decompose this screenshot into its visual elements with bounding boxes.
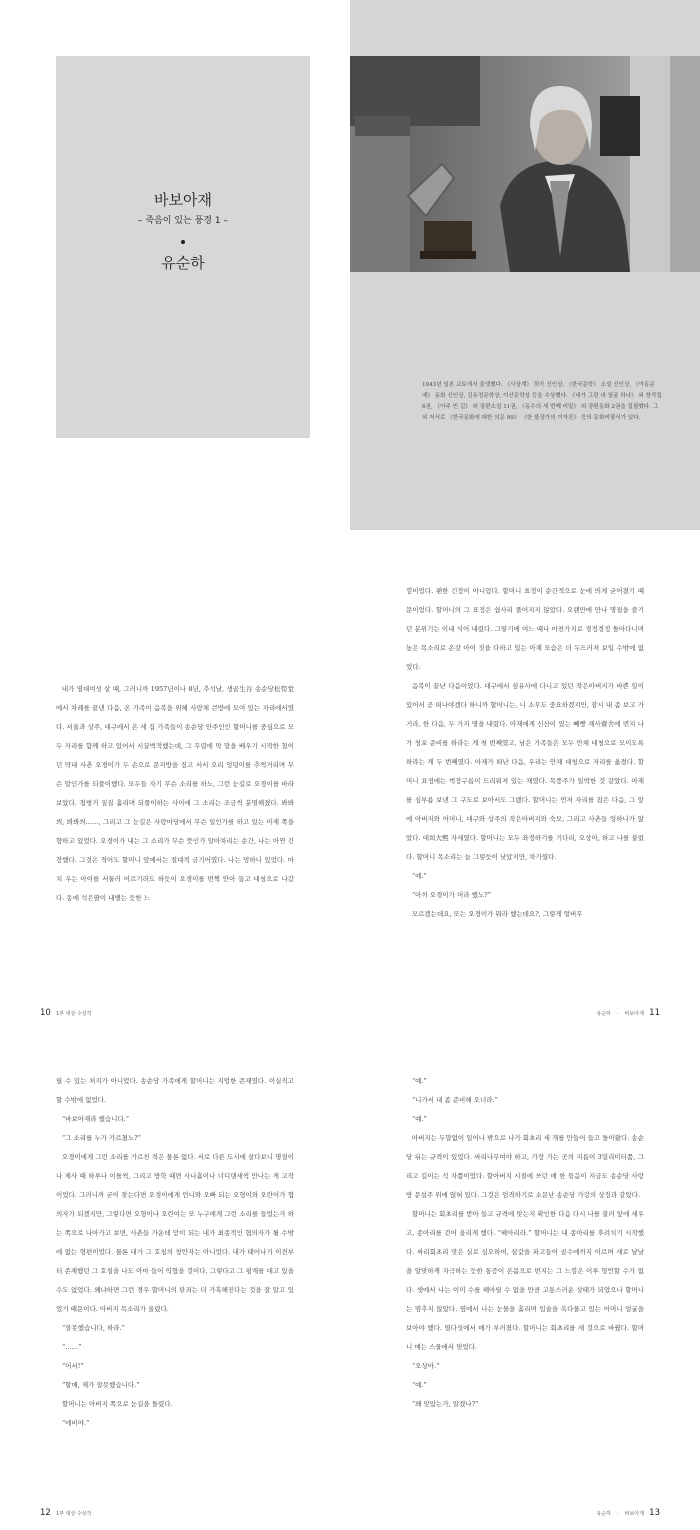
dialog-line: “그 소리를 누가 가르쳤노?” — [61, 1134, 141, 1142]
story-title: 바보아재 — [154, 191, 212, 209]
paragraph: 할머니는 회초리를 받아 들고 규격에 맞는지 확인한 다음 다시 나를 불러 앞에 세우고, 종아리를 걷어 올리게 했다. “헤아리라.” 할머니는 내 종아리를 후려치기 시작했다. 싸리회초리 맛은 실로 심오하여, 살갗을 파고들어 골수에까지 이르며 새로 날날을 알맞하게 자극하는 듯한 통증이 온몸으로 번지는 그 느낌은 이루 형언할 수가 없다. 셋에서 나는 이미 수를 헤아릴 수 없을 만큼 고통스러운 상태가 되었으나 할머니는 멈추지 않았다. 옆에서 나는 눈물을 흘리며 입술을 옥다물고 있는 어머니 얼굴을 보아야 했다. 열다섯에서 매가 부러졌다. 할머니는 회초리를 새 것으로 바꿨다. 할머니 매는 스물에서 멎었다. — [406, 1210, 644, 1351]
dialog-line: “예.” — [411, 1115, 427, 1123]
page-number: 12 — [40, 1508, 51, 1518]
page-11-footer: 유순하 · 바보아재 11 — [596, 1008, 660, 1018]
page-number: 11 — [649, 1008, 660, 1018]
paragraph: 내가 열대여섯 살 때, 그러니까 1957년이나 8년, 추석날, 생골生谷 송순당松筍堂에서 차례를 끝낸 다음, 온 가족이 음복을 위해 사랑채 큰방에 모여 있는 자리에서였다. 서울과 상주, 대구에서 온 세 집 가족들이 송순당 안주인인 할머니를 중심으로 모두 자리를 함께 하고 있어서 시끌벅적했는데, 그 무렵에 막 말을 배우기 시작한 첨이던 막내 사촌 오경이가 두 손으로 문지방을 짚고 서서 오리 엉덩이를 추썩거리며 무슨 말인가를 되풀이했다. 모두들 자기 무슨 소리를 하노, 그런 눈길로 오경이를 바라보았다. 첨벙거 질질 흘리며 되풀이하는 사이에 그 소리는 조금씩 분명해졌다. 봐봐씌, 봐봐씌……, 그리고 그 눈길은 사랑마당에서 무슨 일인가를 하고 있는 아재 쪽을 향하고 있었다. 오경이가 내는 그 소리가 무슨 뜻인가 알아차리는 순간, 나는 아연 긴장했다. 그것은 적어도 할머니 앞에서는 절대적 금기어였다. 나는 멍하니 있었다. 마치 우는 아이를 서둘러 어르기라도 하듯이 오경이를 번쩍 안아 들고 대청으로 나갔다. 동에 석은딸이 내뱉는 듯한 느 — [56, 685, 294, 902]
page-10-text — [56, 680, 294, 908]
page-number: 10 — [40, 1008, 51, 1018]
page-13-footer: 유순하 · 바보아재 13 — [596, 1508, 660, 1518]
title-label: 바보아재 — [624, 1511, 644, 1517]
dialog-line: “오상아.” — [411, 1362, 440, 1370]
story-subtitle: – 죽음이 있는 풍경 1 – — [138, 216, 228, 226]
dialog-line: “어서!” — [61, 1362, 84, 1370]
page-12-footer — [40, 1508, 94, 1518]
author-biography: 1943년 일본 교토에서 출생했다. 《사상계》 희곡 신인상, 《한국문학》 소설 신인상, 《아동문예》 동화 신인상, 김유정문학상, 이산문학상 등을 수상했다. 《내가 그린 내 얼굴 하나》 외 창작집 6권, 《아주 빈 길》 외 장편소설 11권, 《동수의 세 번째 비밀》 외 장편동화 2권을 집필했다. 그 외 저서로 《한국문화에 대한 의문 99》 《한 불상가의 이자론》 등의 문화비평서가 있다. — [422, 382, 662, 421]
paragraph: 할머니는 아버지 쪽으로 눈길을 돌렸다. — [61, 1400, 173, 1408]
author-photo — [350, 56, 700, 272]
dialog-line: “잘못했습니다, 하라.” — [61, 1324, 125, 1332]
paragraph: 오경이에게 그런 소리를 가르친 적은 물론 없다. 서로 다른 도시에 살다보니 명절이나 제사 때 하루나 이틀씩, 그리고 방학 때면 사나흘이나 너디댓새씩 만나는 게 고작이었다. 그러니까 굳이 찾는다면 오경이에게 언니와 오빠 되는 오형이와 오란이가 협의자가 되겠지만, 그렇다면 오형이나 오란이는 또 누구에게 그런 소리를 들었는가 하는 쪽으로 나아가고 보면, 사촌들 가운데 맏이 되는 내가 최종적인 협의자가 될 수밖에 없는 형편이었다. 물론 내가 그 호칭의 창안자는 아니었다. 내가 태어나기 이전부터 존재했던 그 호칭을 나도 아마 들어 익혔을 것이다. 그렇다고 그 핑계를 대고 있을 수도 없었다. 왜냐하면 그런 경우 할머니의 탄죄는 더 가혹해진다는 것을 잘 알고 있었기 때문이다. 아버지 목소리가 울렸다. — [56, 1153, 294, 1313]
paragraph: 아버지는 두말없이 일어나 밖으로 나가 회초리 세 개를 만들어 들고 돌아왔다. 송순당 뒤는 규격이 있었다. 싸리나무여야 하고, 가장 가는 곳의 지름이 3밀리미터쯤, 그리고 길이는 석 자쯤이었다. 할아버지 시절에 쓰던 매 한 묶음이 지금도 송순당 사랑방 문설주 위에 얹혀 있다. 그것은 엄격하기로 소문난 송순당 가강의 상징과 같았다. — [406, 1134, 644, 1199]
dialog-line: “예.” — [411, 1077, 427, 1085]
paragraph: 릴 수 있는 처지가 아니었다. 송순당 가족에게 할머니는 지엄한 존재였다. 이실직고할 수밖에 없었다. — [56, 1077, 294, 1104]
title-label: 바보아재 — [624, 1011, 644, 1017]
page-13-text — [406, 1072, 644, 1414]
dialog-line: “예.” — [411, 872, 427, 880]
page-number: 13 — [649, 1508, 660, 1518]
section-label: 1부 대상 수상작 — [56, 1011, 92, 1017]
author-name: 유순하 — [161, 254, 205, 272]
author-label: 유순하 — [596, 1511, 612, 1517]
title-card — [56, 56, 310, 438]
bullet-divider — [181, 240, 185, 244]
author-label: 유순하 — [596, 1011, 612, 1017]
paragraph: 모르겠는데요, 또는 오경이가 뭐라 했는데요?, 그렇게 얼버무 — [411, 910, 583, 918]
paragraph: 낌이었다. 팬한 긴장이 아니었다. 할머니 표정이 순간적으로 눈에 띄게 굳어졌기 때문이었다. 할머니의 그 표정은 쉽사리 풀어지지 않았다. 오랜만에 만나 명절을 즐기던 분위기는 이내 식어 내렸다. 그렇기에 여느 때나 마찬가지로 경정경정 돌아다니며 높은 목소리로 온갖 아이 짓을 다하고 있는 아재 모습은 더 두드러져 보일 수밖에 없었다. — [406, 587, 644, 671]
title-spread — [0, 0, 700, 530]
page-12 — [0, 1030, 350, 1530]
dialog-line: “아까 오경이가 머라 했노?” — [411, 891, 491, 899]
dialog-line: “바보아재라 했습니다.” — [61, 1115, 130, 1123]
dialog-line: “할매, 제가 잘못했습니다.” — [61, 1381, 140, 1389]
dialog-line: “……” — [61, 1343, 82, 1351]
author-photo-page — [350, 0, 700, 530]
dialog-line: “왜 맞았는가, 알겠나?” — [411, 1400, 479, 1408]
dialog-line: “에비야.” — [61, 1419, 90, 1427]
author-portrait-image — [350, 56, 700, 272]
page-11-text — [406, 582, 644, 924]
page-11 — [350, 530, 700, 1030]
title-page — [0, 0, 350, 530]
paragraph: 음복이 끝난 다음이었다. 대구에서 섬유사에 다니고 있던 작은아버지가 바쁜 일이 있어서 곧 떠나야겠다 하니까 할머니는, 니 소무도 중요하겠지만, 잠시 내 좀 보고 가거라, 한 다음, 두 가지 명을 내렸다. 아재에게 신산이 있는 빼빵 재사齋舍에 번지 나가 청포 준비를 하라는 게 첫 번째였고, 남은 가족들은 모두 안채 대청으로 모이도록 하라는 게 두 번째였다. 아재가 떠난 다음, 우리는 안채 대청으로 자리를 옮겼다. 할머니 표정에는 벅장구름이 드리워져 있는 채였다. 목풍주가 일박한 것 같았다. 아재를 심부름 보낸 그 구도로 보아서도 그랬다. 할머니는 먼저 자리를 잡은 다음, 그 앞에 아버지와 어머니, 대구와 상주의 작은아버지와 숙모, 그리고 사촌들 엉하나가 앉았다. 대희大熙 자세였다. 할머니는 모두 좌정하기를 기다리, 오상아, 하고 나를 불렀다. 할머니 목소리는 늘 그렇듯이 낮았지만, 차가웠다. — [406, 682, 644, 861]
page-12-text — [56, 1072, 294, 1433]
page-10-footer — [40, 1008, 94, 1018]
page-13 — [350, 1030, 700, 1530]
section-label: 1부 대상 수상작 — [56, 1511, 92, 1517]
dialog-line: “니가서 내 좀 준비해 오너라.” — [411, 1096, 498, 1104]
dialog-line: “예.” — [411, 1381, 427, 1389]
page-10 — [0, 530, 350, 1030]
